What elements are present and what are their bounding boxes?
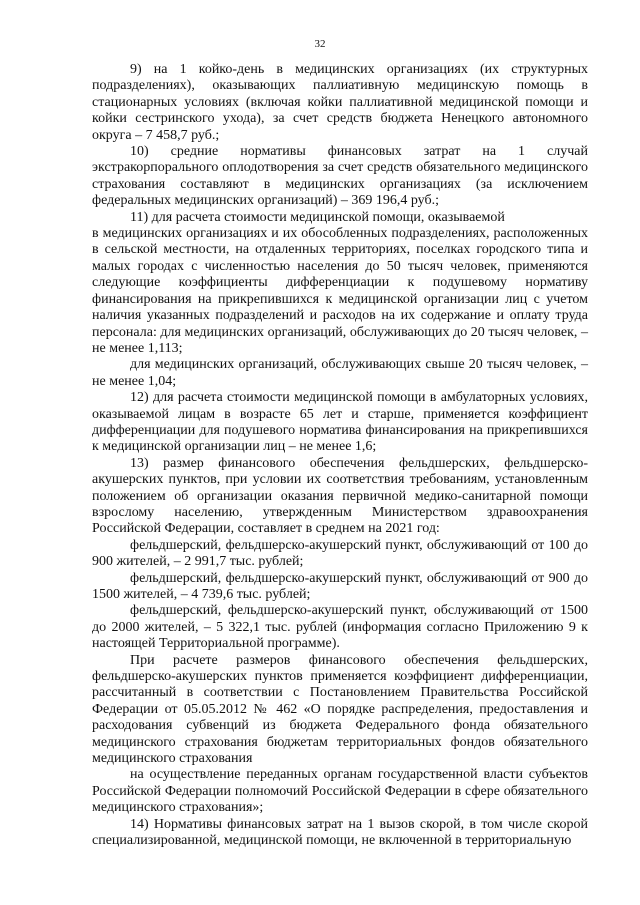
page-number: 32 [314, 38, 326, 50]
paragraph-item-10: 10) средние нормативы финансовых затрат на 1 случай экстракорпорального оплодотворения за счет средств обязательного медицинского страхования составляют в медицинских организациях (за исключением федеральных медицинских организаций) – 369 196,4 руб.; [92, 144, 588, 209]
paragraph-item-11-body: в медицинских организациях и их обособленных подразделениях, расположенных в сельской местности, на отдаленных территориях, поселках городского типа и малых городах с численностью населения до 50 тысяч человек, применяются следующие коэффициенты дифференциации к подушевому нормативу финансирования на прикрепившихся к медицинской организации лиц с учетом наличия указанных подразделений и расходов на их содержание и оплату труда персонала: для медицинских организаций, обслуживающих до 20 тысяч человек, – не менее 1,113; [92, 226, 588, 356]
paragraph-fap-900-1500: фельдшерский, фельдшерско-акушерский пункт, обслуживающий от 900 до 1500 жителей, – 4 739,6 тыс. рублей; [92, 570, 588, 602]
paragraph-fap-1500-2000: фельдшерский, фельдшерско-акушерский пункт, обслуживающий от 1500 до 2000 жителей, – 5 322,1 тыс. рублей (информация согласно Приложению 9 к настоящей Территориальной программе). [92, 603, 588, 652]
paragraph-item-14: 14) Нормативы финансовых затрат на 1 вызов скорой, в том числе скорой специализированной, медицинской помощи, не включенной в территориальную [92, 816, 588, 849]
paragraph-item-11-intro: 11) для расчета стоимости медицинской помощи, оказываемой [130, 209, 505, 225]
paragraph-item-12: 12) для расчета стоимости медицинской помощи в амбулаторных условиях, оказываемой лицам в возрасте 65 лет и старше, применяется коэффициент дифференциации для подушевого норматива финансирования на прикрепившихся к медицинской организации лиц – не менее 1,6; [92, 390, 588, 455]
paragraph-item-9: 9) на 1 койко-день в медицинских организациях (их структурных подразделениях), оказывающих паллиативную медицинскую помощь в стационарных условиях (включая койки паллиативной медицинской помощи и койки сестринского ухода), за счет средств бюджета Ненецкого автономного округа – 7 458,7 руб.; [92, 62, 588, 143]
paragraph-item-13: 13) размер финансового обеспечения фельдшерских, фельдшерско-акушерских пунктов, при условии их соответствия требованиям, установленным положением об организации оказания первичной медико-санитарной помощи взрослому населению, утвержденным Министерством здравоохранения Российской Федерации, составляет в среднем на 2021 год: [92, 455, 588, 537]
paragraph-delegated-powers: на осуществление переданных органам государственной власти субъектов Российской Федерации полномочий Российской Федерации в сфере обязательного медицинского страхования»; [92, 767, 588, 816]
paragraph-differentiation-coefficient: При расчете размеров финансового обеспечения фельдшерских, фельдшерско-акушерских пунктов применяется коэффициент дифференциации, рассчитанный в соответствии с Постановлением Правительства Российской Федерации от 05.05.2012 № 462 «О порядке распределения, предоставления и расходования субвенций из бюджета Федерального фонда обязательного медицинского страхования бюджетам территориальных фондов обязательного медицинского страхования [92, 652, 588, 767]
paragraph-fap-100-900: фельдшерский, фельдшерско-акушерский пункт, обслуживающий от 100 до 900 жителей, – 2 991,7 тыс. рублей; [92, 537, 588, 570]
paragraph-item-11-over-20k: для медицинских организаций, обслуживающих свыше 20 тысяч человек, – не менее 1,04; [92, 357, 588, 389]
document-body [92, 62, 588, 850]
